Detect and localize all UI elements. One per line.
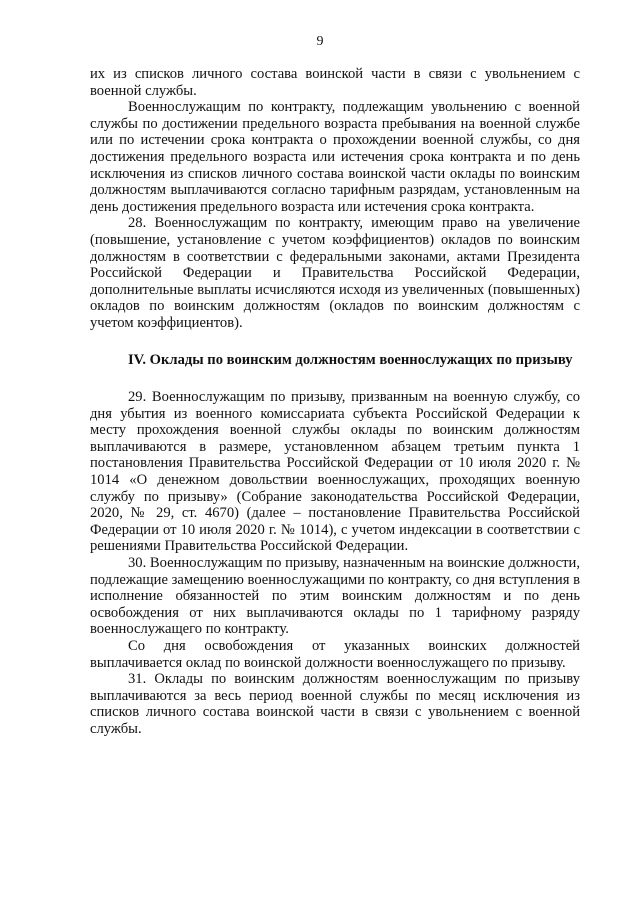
paragraph: Военнослужащим по контракту, подлежащим увольнению с военной службы по достижении предельного возраста пребывания на военной службе или по истечении срока контракта о прохождении военной службы, со дня достижения предельного возраста или истечения срока контракта и по день исключения из списков личного состава воинской части оклады по воинским должностям выплачиваются согласно тарифным разрядам, установленным на день достижения предельного возраста или истечения срока контракта. bbox=[90, 99, 580, 215]
paragraph-item-29: 29. Военнослужащим по призыву, призванным на военную службу, со дня убытия из военного комиссариата субъекта Российской Федерации к месту прохождения военной службы оклады по воинским должностям выплачиваются в размере, установленном абзацем третьим пункта 1 постановления Правительства Российской Федерации от 10 июля 2020 г. № 1014 «О денежном довольствии военнослужащих, проходящих военную службу по призыву» (Собрание законодательства Российской Федерации, 2020, № 29, ст. 4670) (далее – постановление Правительства Российской Федерации от 10 июля 2020 г. № 1014), с учетом индексации в соответствии с решениями Правительства Российской Федерации. bbox=[90, 389, 580, 555]
paragraph-continuation: их из списков личного состава воинской части в связи с увольнением с военной службы. bbox=[90, 66, 580, 99]
section-heading: IV. Оклады по воинским должностям военнослужащих по призыву bbox=[128, 351, 573, 368]
document-body bbox=[90, 66, 580, 738]
paragraph-item-31: 31. Оклады по воинским должностям военнослужащим по призыву выплачиваются за весь период военной службы по месяц исключения из списков личного состава воинской части в связи с увольнением с военной службы. bbox=[90, 671, 580, 737]
paragraph: Со дня освобождения от указанных воинских должностей выплачивается оклад по воинской должности военнослужащего по призыву. bbox=[90, 638, 580, 671]
paragraph-item-28: 28. Военнослужащим по контракту, имеющим право на увеличение (повышение, установление с учетом коэффициентов) окладов по воинским должностям в соответствии с федеральными законами, актами Президента Российской Федерации и Правительства Российской Федерации, дополнительные выплаты исчисляются исходя из увеличенных (повышенных) окладов по воинским должностям (окладов по воинским должностям с учетом коэффициентов). bbox=[90, 215, 580, 331]
page-number: 9 bbox=[316, 34, 324, 49]
paragraph-item-30: 30. Военнослужащим по призыву, назначенным на воинские должности, подлежащие замещению военнослужащими по контракту, со дня вступления в исполнение обязанностей по этим воинским должностям и по день освобождения от них выплачиваются оклады по 1 тарифному разряду военнослужащего по контракту. bbox=[90, 555, 580, 638]
